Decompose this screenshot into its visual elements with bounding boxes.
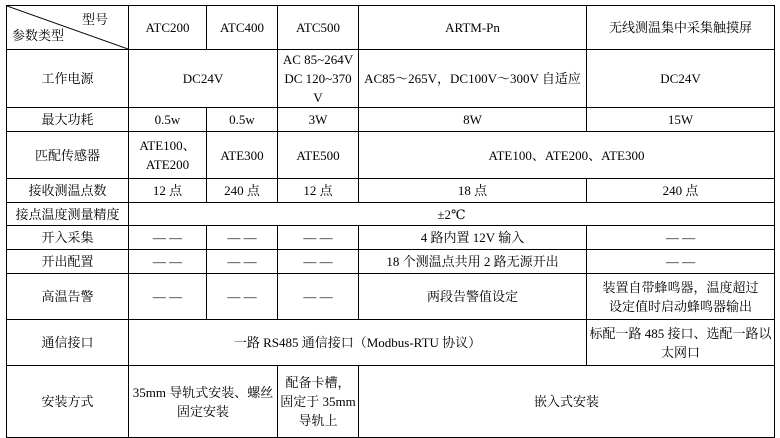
row-install xyxy=(7,366,775,438)
cell-maxpower-atc500: 3W xyxy=(278,108,359,132)
cell-line: AC 85~264V xyxy=(282,52,354,67)
cell-do-atc400: — — xyxy=(207,250,278,274)
cell-points-touchscreen: 240 点 xyxy=(587,179,775,203)
cell-points-atc500: 12 点 xyxy=(278,179,359,203)
row-label-comm: 通信接口 xyxy=(7,320,129,366)
cell-alarm-artm: 两段告警值设定 xyxy=(359,274,587,320)
cell-points-artm: 18 点 xyxy=(359,179,587,203)
cell-install-atc200-atc400: 35mm 导轨式安装、螺丝固定安装 xyxy=(129,366,278,438)
row-label-digital-output: 开出配置 xyxy=(7,250,129,274)
row-digital-input xyxy=(7,226,775,250)
cell-points-atc400: 240 点 xyxy=(207,179,278,203)
cell-maxpower-atc200: 0.5w xyxy=(129,108,207,132)
header-model-atc400: ATC400 xyxy=(207,6,278,50)
header-model-atc500: ATC500 xyxy=(278,6,359,50)
row-label-power-supply: 工作电源 xyxy=(7,50,129,108)
cell-sensors-atc200 xyxy=(129,132,207,179)
row-label-install: 安装方式 xyxy=(7,366,129,438)
cell-maxpower-atc400: 0.5w xyxy=(207,108,278,132)
cell-line: 设定值时启动蜂鸣器输出 xyxy=(608,298,752,314)
cell-line: ATE200 xyxy=(145,157,190,172)
cell-di-atc400: — — xyxy=(207,226,278,250)
header-model-artm-pn: ARTM-Pn xyxy=(359,6,587,50)
model-corner-label: 型号 xyxy=(81,12,108,27)
spec-table xyxy=(6,5,775,438)
row-label-sensors: 匹配传感器 xyxy=(7,132,129,179)
cell-install-artm-touchscreen: 嵌入式安装 xyxy=(359,366,775,438)
header-model-touchscreen: 无线测温集中采集触摸屏 xyxy=(587,6,775,50)
cell-di-artm: 4 路内置 12V 输入 xyxy=(359,226,587,250)
cell-do-atc500: — — xyxy=(278,250,359,274)
row-label-alarm: 高温告警 xyxy=(7,274,129,320)
cell-comm-merged: 一路 RS485 通信接口（Modbus-RTU 协议） xyxy=(129,320,587,366)
cell-line: ATE100、 xyxy=(139,138,196,153)
cell-power-atc200-atc400: DC24V xyxy=(129,50,278,108)
cell-di-touchscreen: — — xyxy=(587,226,775,250)
cell-alarm-touchscreen xyxy=(587,274,775,320)
row-digital-output xyxy=(7,250,775,274)
cell-line: DC 120~370V xyxy=(284,71,352,105)
cell-alarm-atc200: — — xyxy=(129,274,207,320)
cell-di-atc200: — — xyxy=(129,226,207,250)
cell-sensors-artm-touchscreen: ATE100、ATE200、ATE300 xyxy=(359,132,775,179)
row-alarm xyxy=(7,274,775,320)
cell-points-atc200: 12 点 xyxy=(129,179,207,203)
row-max-power xyxy=(7,108,775,132)
row-points xyxy=(7,179,775,203)
row-label-max-power: 最大功耗 xyxy=(7,108,129,132)
cell-power-touchscreen: DC24V xyxy=(587,50,775,108)
param-type-corner-label: 参数类型 xyxy=(12,28,65,43)
cell-do-atc200: — — xyxy=(129,250,207,274)
cell-line: 装置自带蜂鸣器，温度超过 xyxy=(602,279,759,295)
cell-power-artm: AC85～265V，DC100V～300V 自适应 xyxy=(359,50,587,108)
cell-maxpower-touchscreen: 15W xyxy=(587,108,775,132)
cell-comm-touchscreen: 标配一路 485 接口、选配一路以太网口 xyxy=(587,320,775,366)
cell-do-touchscreen: — — xyxy=(587,250,775,274)
cell-accuracy-all: ±2℃ xyxy=(129,203,775,226)
cell-install-atc500: 配备卡槽，固定于 35mm 导轨上 xyxy=(278,366,359,438)
header-corner-cell xyxy=(7,6,129,50)
row-accuracy xyxy=(7,203,775,226)
header-row xyxy=(7,6,775,50)
row-power-supply xyxy=(7,50,775,108)
row-sensors xyxy=(7,132,775,179)
cell-maxpower-artm: 8W xyxy=(359,108,587,132)
row-label-points: 接收测温点数 xyxy=(7,179,129,203)
cell-di-atc500: — — xyxy=(278,226,359,250)
row-label-digital-input: 开入采集 xyxy=(7,226,129,250)
cell-alarm-atc400: — — xyxy=(207,274,278,320)
row-label-accuracy: 接点温度测量精度 xyxy=(7,203,129,226)
cell-power-atc500 xyxy=(278,50,359,108)
cell-sensors-atc400: ATE300 xyxy=(207,132,278,179)
cell-sensors-atc500: ATE500 xyxy=(278,132,359,179)
cell-do-artm: 18 个测温点共用 2 路无源开出 xyxy=(359,250,587,274)
header-model-atc200: ATC200 xyxy=(129,6,207,50)
cell-alarm-atc500: — — xyxy=(278,274,359,320)
row-comm xyxy=(7,320,775,366)
